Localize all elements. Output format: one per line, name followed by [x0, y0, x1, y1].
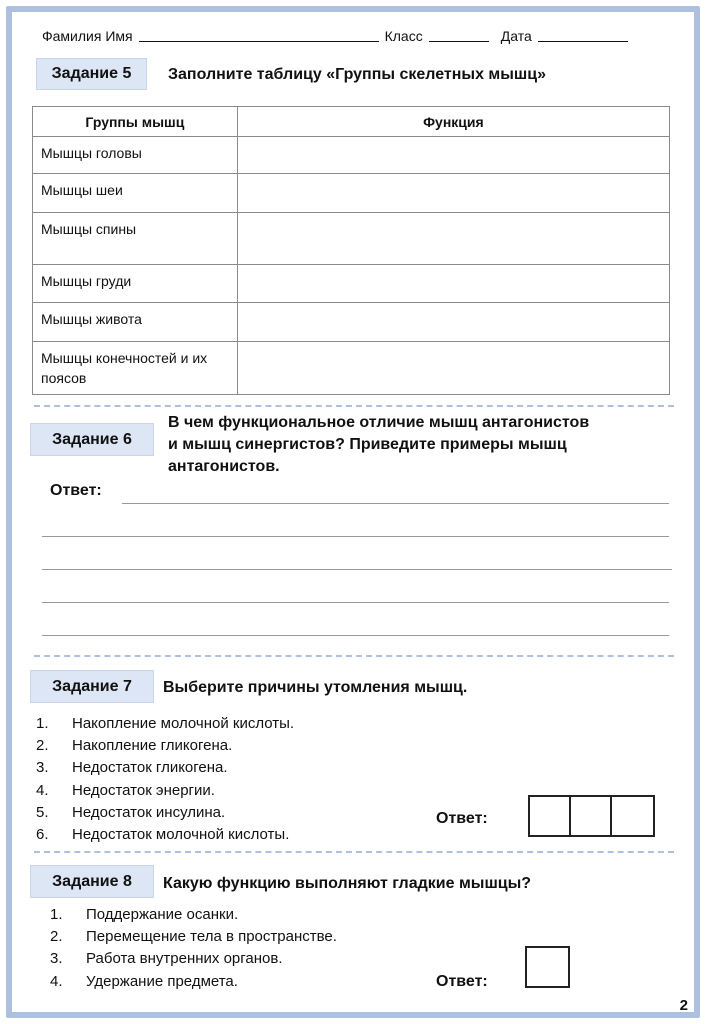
task6-label: Задание 6 — [30, 423, 154, 456]
list-item[interactable]: 2. Перемещение тела в пространстве. — [50, 928, 337, 946]
answer-line[interactable] — [42, 569, 672, 570]
column-header-function: Функция — [237, 107, 669, 137]
table-row — [33, 303, 670, 342]
answer-line[interactable] — [42, 536, 669, 537]
class-label: Класс — [384, 28, 423, 44]
muscle-group-cell: Мышцы груди — [33, 265, 238, 303]
answer-line[interactable] — [122, 503, 669, 504]
task8-label: Задание 8 — [30, 865, 154, 898]
surname-field[interactable] — [139, 28, 379, 42]
table-row — [33, 342, 670, 395]
list-item[interactable]: 4. Недостаток энергии. — [36, 781, 215, 799]
function-answer-cell[interactable] — [237, 303, 669, 342]
task6-question-line: антагонистов. — [168, 458, 280, 475]
list-item[interactable]: 3. Работа внутренних органов. — [50, 950, 283, 968]
list-item[interactable]: 3. Недостаток гликогена. — [36, 759, 228, 777]
function-answer-cell[interactable] — [237, 342, 669, 395]
task5-question: Заполните таблицу «Группы скелетных мышц» — [168, 66, 546, 83]
muscle-group-cell: Мышцы спины — [33, 213, 238, 265]
section-divider — [34, 405, 674, 407]
section-divider — [34, 655, 674, 657]
task8-question: Какую функцию выполняют гладкие мышцы? — [163, 875, 532, 892]
list-item[interactable]: 1. Накопление молочной кислоты. — [36, 715, 295, 732]
function-answer-cell[interactable] — [237, 137, 669, 174]
muscle-group-cell: Мышцы шеи — [33, 174, 238, 213]
table-header-row — [33, 107, 670, 137]
answer-box[interactable] — [571, 797, 612, 835]
muscle-group-cell: Мышцы живота — [33, 303, 238, 342]
list-item[interactable]: 1. Поддержание осанки. — [50, 906, 239, 923]
page-number: 2 — [679, 997, 688, 1014]
muscle-group-cell: Мышцы головы — [33, 137, 238, 174]
answer-line[interactable] — [42, 635, 669, 636]
list-item[interactable]: 4. Удержание предмета. — [50, 972, 238, 990]
date-field[interactable] — [538, 28, 628, 42]
task8-answer-boxes — [525, 946, 570, 988]
task7-answer-boxes — [528, 795, 655, 837]
section-divider — [34, 851, 674, 853]
task6-question-line: В чем функциональное отличие мышц антагонистов — [168, 414, 590, 431]
muscle-group-cell: Мышцы конечностей и их поясов — [33, 342, 238, 395]
function-answer-cell[interactable] — [237, 174, 669, 213]
function-answer-cell[interactable] — [237, 265, 669, 303]
surname-label: Фамилия Имя — [42, 28, 133, 44]
function-answer-cell[interactable] — [237, 213, 669, 265]
list-item[interactable]: 6. Недостаток молочной кислоты. — [36, 826, 290, 844]
student-header — [42, 24, 662, 44]
task8-answer-label: Ответ: — [436, 973, 488, 990]
task6-answer-label: Ответ: — [50, 482, 102, 499]
task7-options-list — [36, 713, 294, 846]
task6-question-line: и мышц синергистов? Приведите примеры мышц — [168, 436, 567, 453]
answer-box[interactable] — [527, 948, 568, 986]
class-field[interactable] — [429, 28, 489, 42]
task8-options-list — [50, 904, 337, 993]
answer-line[interactable] — [42, 602, 669, 603]
table-row — [33, 137, 670, 174]
answer-box[interactable] — [612, 797, 653, 835]
task7-label: Задание 7 — [30, 670, 154, 703]
list-item[interactable]: 5. Недостаток инсулина. — [36, 803, 226, 821]
table-row — [33, 265, 670, 303]
muscle-groups-table — [32, 106, 670, 395]
task6-question — [168, 412, 589, 478]
column-header-groups: Группы мышц — [33, 107, 238, 137]
task7-answer-label: Ответ: — [436, 810, 488, 827]
answer-box[interactable] — [530, 797, 571, 835]
table-row — [33, 174, 670, 213]
list-item[interactable]: 2. Накопление гликогена. — [36, 737, 233, 755]
date-label: Дата — [500, 28, 532, 44]
table-row — [33, 213, 670, 265]
task5-label: Задание 5 — [36, 58, 147, 90]
task7-question: Выберите причины утомления мышц. — [163, 679, 468, 696]
